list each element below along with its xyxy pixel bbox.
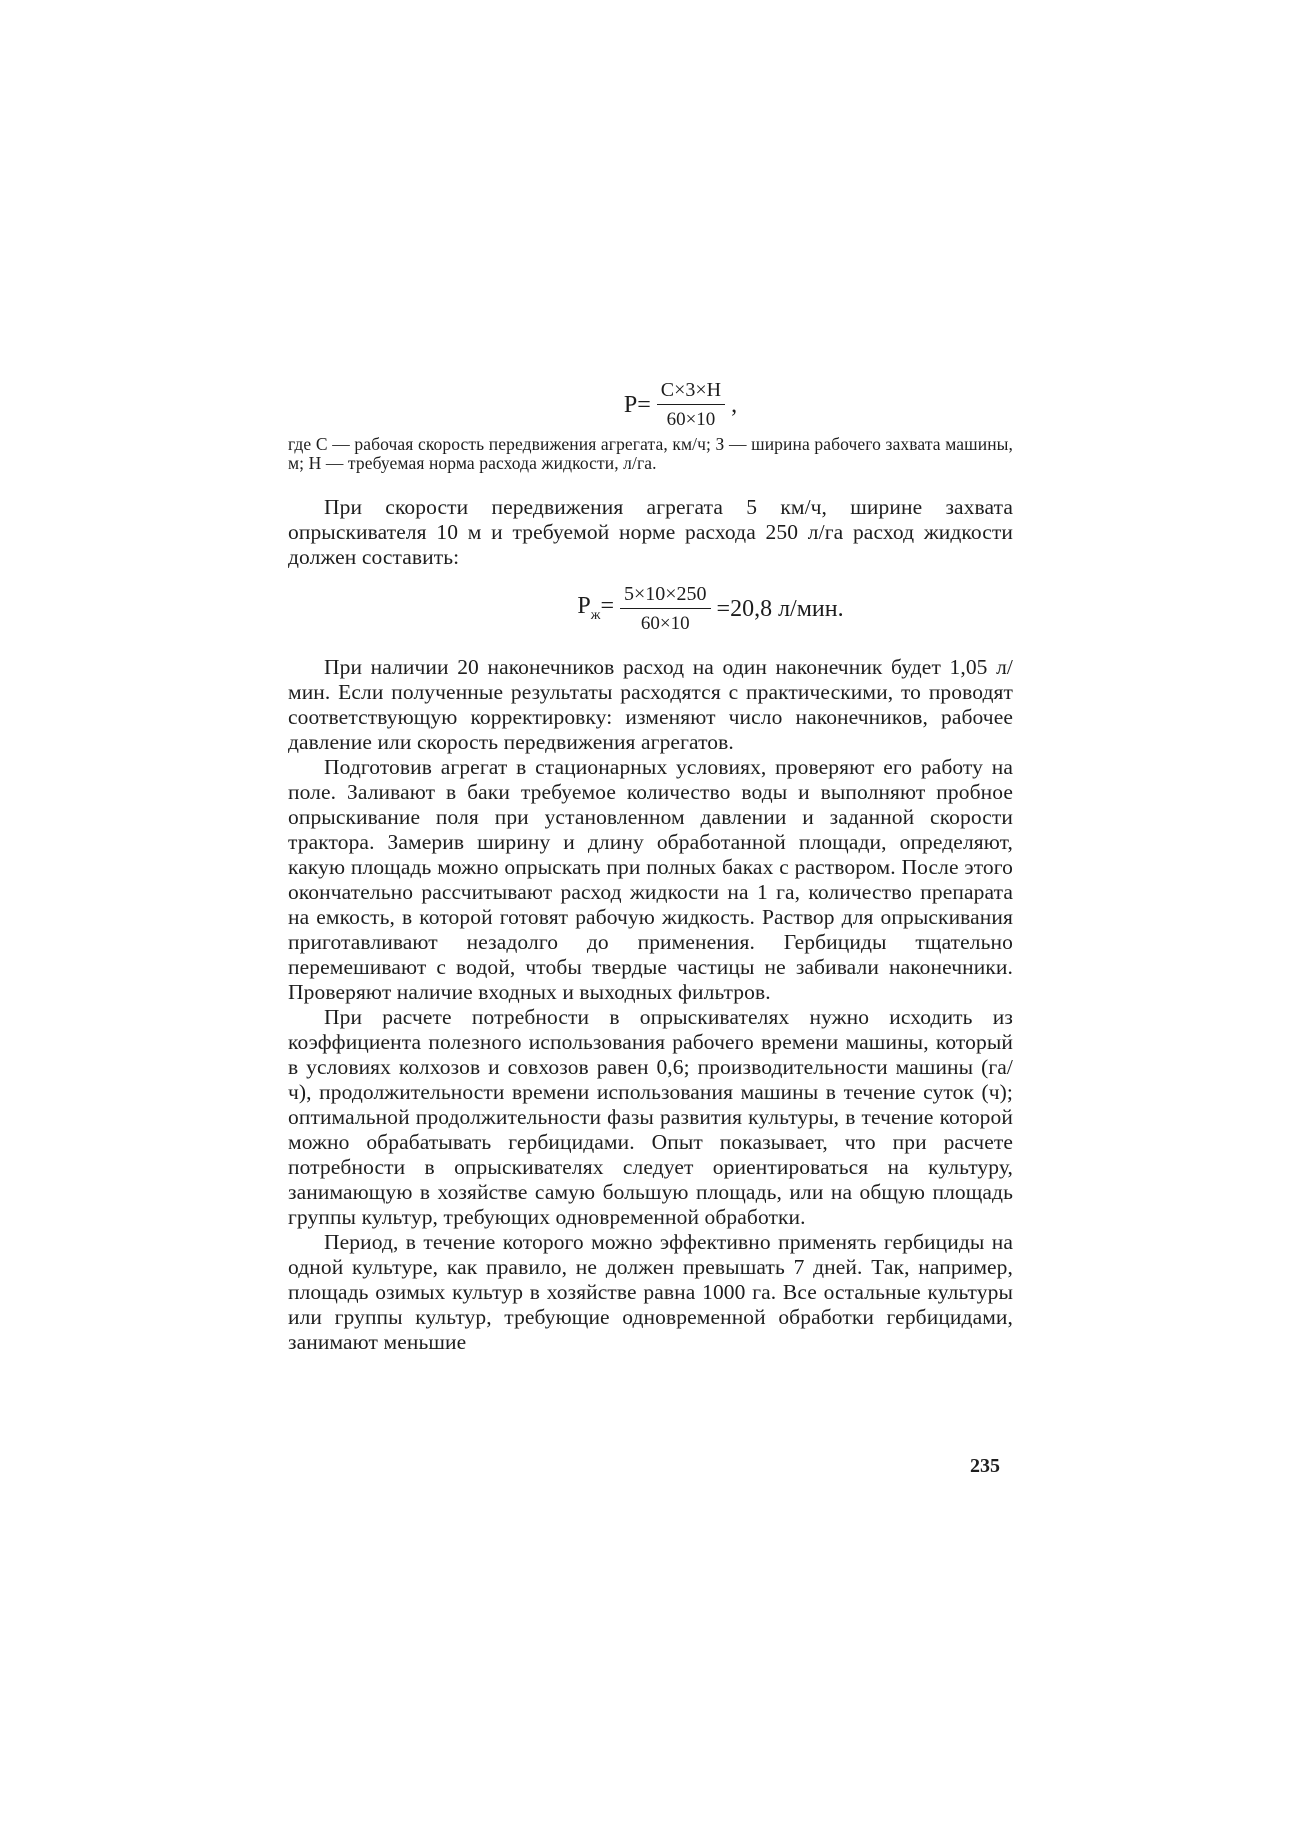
formula-lhs: P=: [623, 391, 651, 418]
formula2-numerator: 5×10×250: [620, 584, 711, 609]
paragraph-3: Подготовив агрегат в стационарных условиях, проверяют его работу на поле. Заливают в баки требуемое количество воды и выполняют пробное опрыскивание поля при установленном давлении и заданной скорости трактора. Замерив ширину и длину обработанной площади, определяют, какую площадь можно опрыскать при полных баках с раствором. После этого окончательно рассчитывают расход жидкости на 1 га, количество препарата на емкость, в которой готовят рабочую жидкость. Раствор для опрыскивания приготавливают незадолго до применения. Гербициды тщательно перемешивают с водой, чтобы твердые частицы не забивали наконечники. Проверяют наличие входных и выходных фильтров.: [288, 755, 1013, 1004]
paragraph-5: Период, в течение которого можно эффективно применять гербициды на одной культуре, как правило, не должен превышать 7 дней. Так, например, площадь озимых культур в хозяйстве равна 1000 га. Все остальные культуры или группы культур, требующие одновременной обработки гербицидами, занимают меньшие: [288, 1230, 1013, 1354]
formula2-fraction: [620, 584, 711, 633]
formula2-lhs: $P_ж=$: [577, 593, 614, 623]
formula-denominator: 60×10: [666, 409, 716, 430]
page-body: [288, 380, 1013, 1355]
formula2-result: =20,8 л/мин.: [716, 595, 844, 622]
page-number: 235: [970, 1455, 1000, 1477]
paragraph-2: При наличии 20 наконечников расход на один наконечник будет 1,05 л/мин. Если полученные результаты расходятся с практическими, то проводят соответствующую корректировку: изменяют число наконечников, рабочее давление или скорость передвижения агрегатов.: [288, 655, 1013, 754]
paragraph-4: При расчете потребности в опрыскивателях нужно исходить из коэффициента полезного использования рабочего времени машины, который в условиях колхозов и совхозов равен 0,6; производительности машины (га/ч), продолжительности времени использования машины в течение суток (ч); оптимальной продолжительности фазы развития культуры, в течение которой можно обрабатывать гербицидами. Опыт показывает, что при расчете потребности в опрыскивателях следует ориентироваться на культуру, занимающую в хозяйстве самую большую площадь, или на общую площадь группы культур, требующих одновременной обработки.: [288, 1005, 1013, 1229]
paragraph-1: При скорости передвижения агрегата 5 км/ч, ширине захвата опрыскивателя 10 м и требуемой норме расхода 250 л/га расход жидкости должен составить:: [288, 495, 1013, 569]
formula-rate: [348, 380, 1013, 429]
formula-fraction: [657, 380, 725, 429]
formula-numerator: C×3×H: [657, 380, 725, 405]
formula-legend: где С — рабочая скорость передвижения агрегата, км/ч; З — ширина рабочего захвата машины, м; Н — требуемая норма расхода жидкости, л/га.: [288, 434, 1013, 473]
formula2-denominator: 60×10: [640, 613, 690, 634]
formula-calculation: [408, 584, 1013, 633]
formula-trail: ,: [731, 391, 738, 418]
